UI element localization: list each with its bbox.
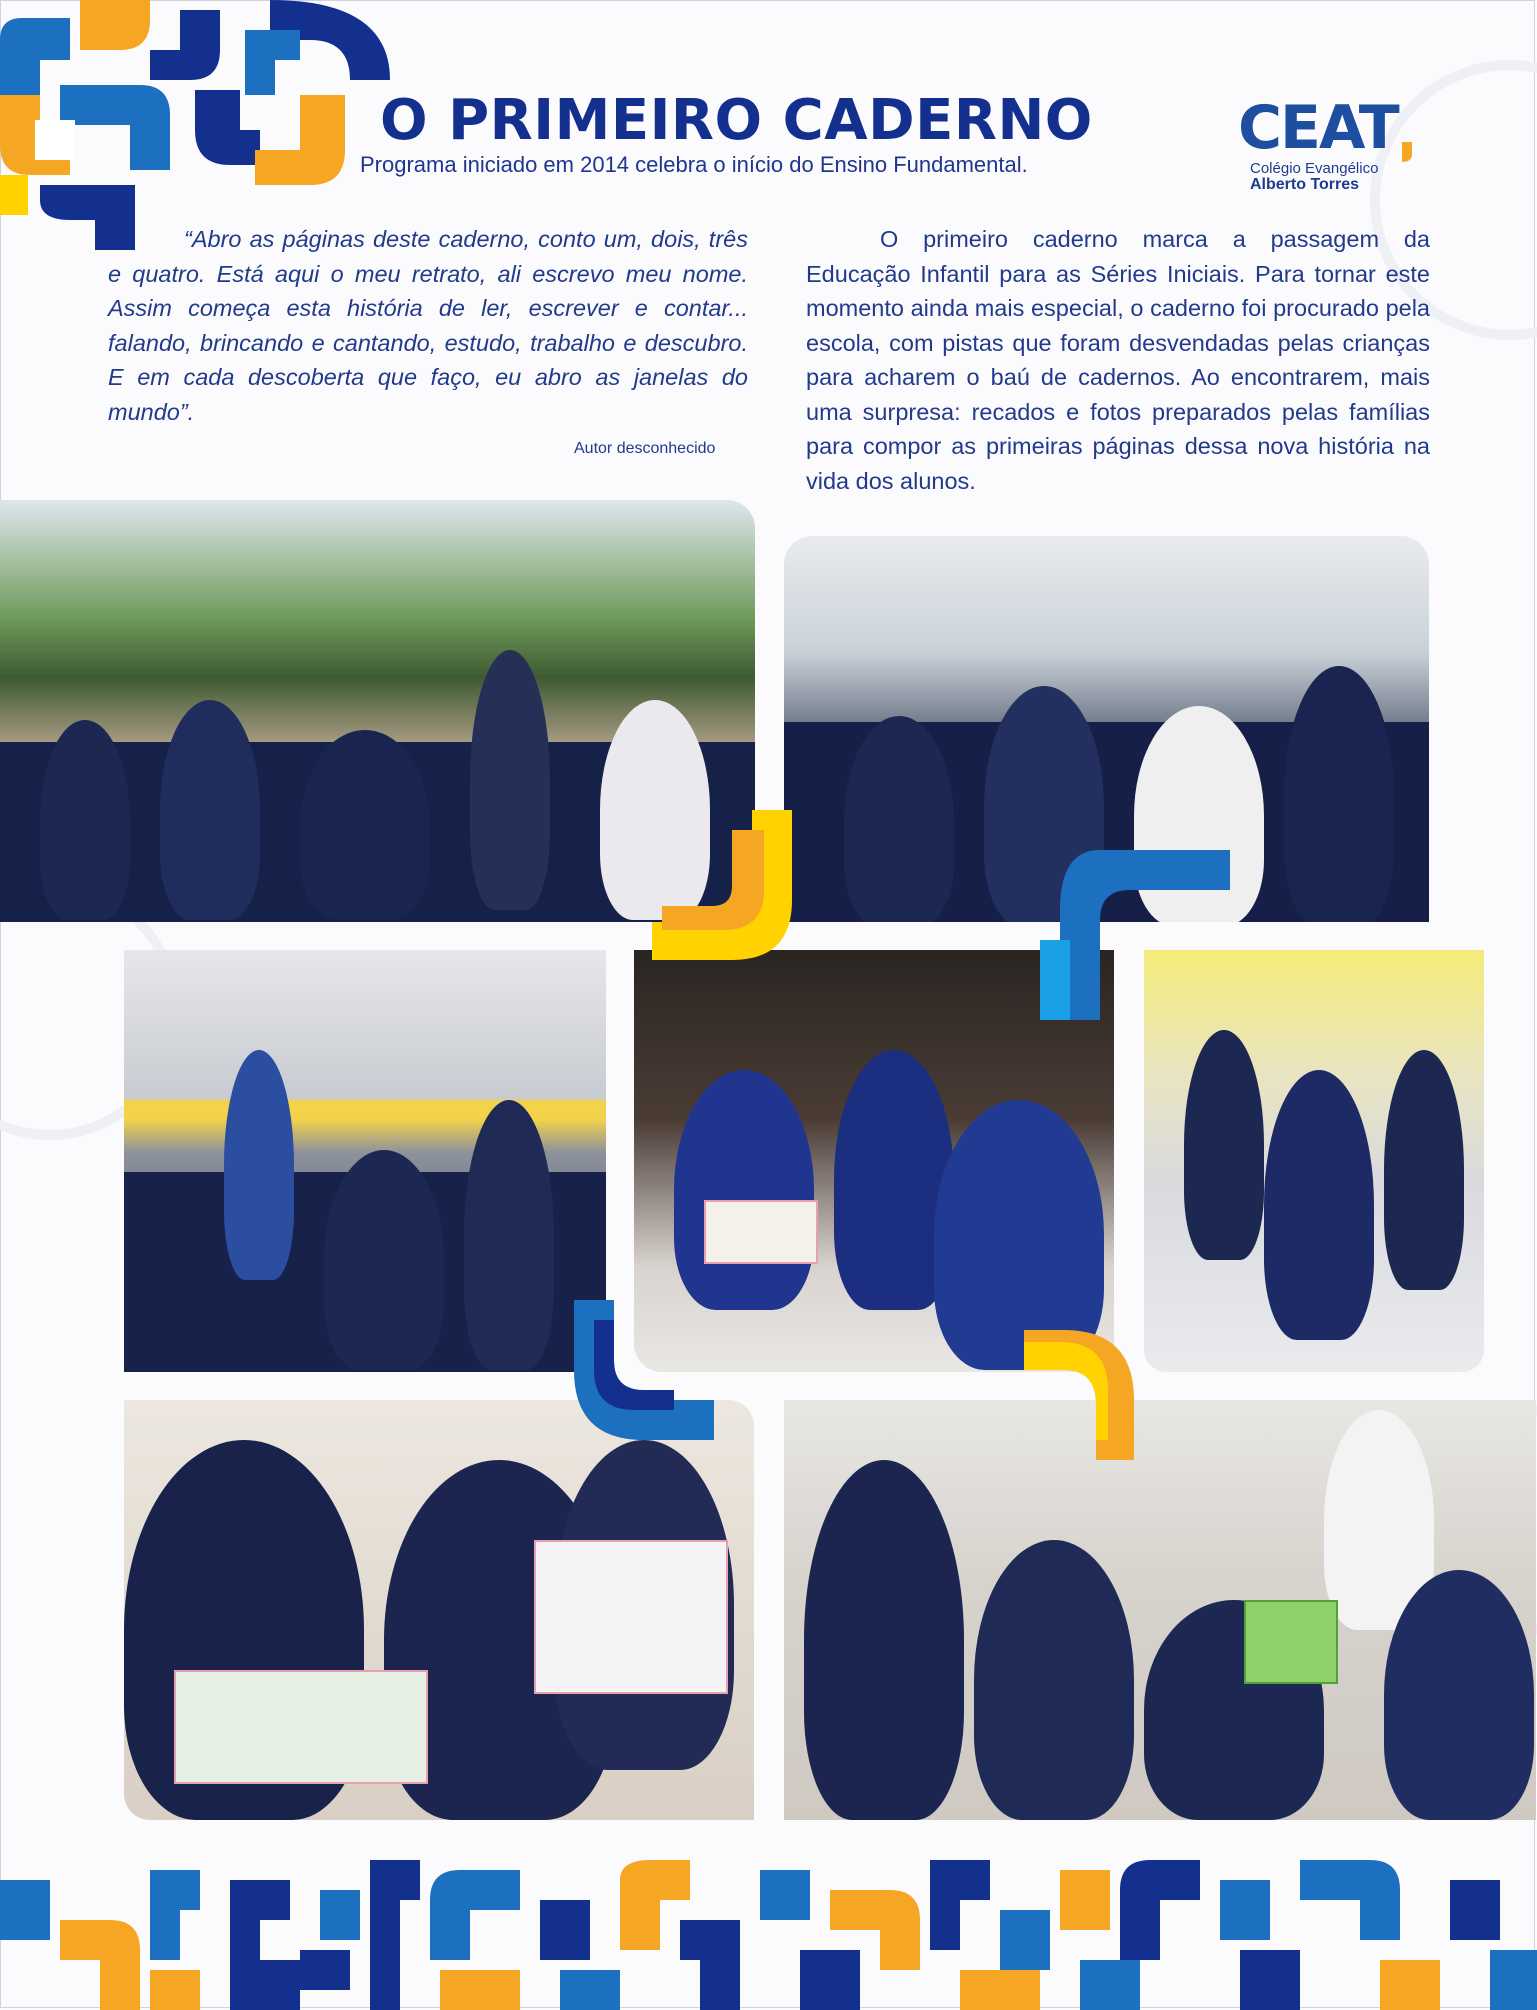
decorative-connector-orange xyxy=(652,810,792,960)
page-title: O PRIMEIRO CADERNO xyxy=(380,88,1093,153)
decorative-shapes-top xyxy=(0,0,400,260)
logo-line-1: Colégio Evangélico xyxy=(1250,160,1379,177)
decorative-shapes-bottom xyxy=(0,1840,1537,2010)
quote-author: Autor desconhecido xyxy=(574,440,716,457)
logo-line-2: Alberto Torres xyxy=(1250,176,1360,193)
logo-mark: CEAT xyxy=(1238,93,1398,163)
girls-notebooks-photo xyxy=(124,1400,754,1820)
decorative-connector-navy xyxy=(574,1300,714,1450)
quote-text: “Abro as páginas deste caderno, conto um, dois, três e quatro. Está aqui o meu retrato, ali escrevo meu nome. Assim começa esta história de ler, escrever e contar... falando, brincando e cantando, estudo, trabalho e descubro. E em cada descoberta que faço, eu abro as janelas do mundo”. xyxy=(108,226,748,425)
decorative-connector-blue xyxy=(1040,850,1230,1020)
page-subtitle: Programa iniciado em 2014 celebra o início do Ensino Fundamental. xyxy=(360,152,1028,177)
logo-swoosh-icon xyxy=(1398,138,1428,168)
decorative-connector-yellow xyxy=(1024,1330,1134,1460)
students-outdoor-photo xyxy=(0,500,755,922)
students-library-photo xyxy=(124,950,606,1372)
students-floor-photo xyxy=(784,1400,1536,1820)
school-logo xyxy=(1238,93,1418,194)
article-text: O primeiro caderno marca a passagem da Educação Infantil para as Séries Iniciais. Para tornar este momento ainda mais especial, o caderno foi procurado pela escola, com pistas que foram desvendadas pelas crianças para acharem o baú de cadernos. Ao encontrarem, mais uma surpresa: recados e fotos preparados pelas famílias para compor as primeiras páginas dessa nova história na vida dos alunos. xyxy=(806,226,1430,494)
